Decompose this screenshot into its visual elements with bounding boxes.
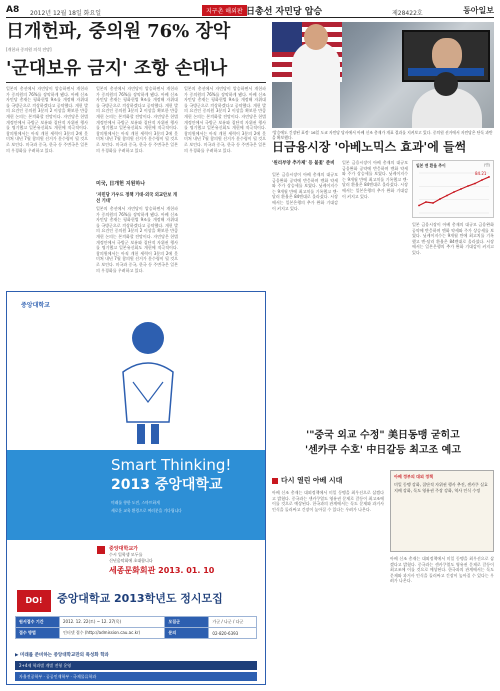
ad-slogan-line2: 2013 중앙대학교 — [111, 477, 223, 493]
chart-point — [446, 195, 448, 197]
news-photo — [272, 22, 494, 128]
page-header — [6, 4, 494, 18]
chart-point — [488, 176, 490, 178]
table-cell: 인터넷 접수 (http://admission.cau.ac.kr) — [60, 628, 165, 639]
person-seated-image — [412, 88, 482, 128]
sidebox-body: 미일 동맹 강화, 집단적 자위권 행사 추진, 센카쿠 실효지배 강화, 독도 영유권 주장 강화, 역사 인식 수정 — [394, 482, 488, 493]
sidebox-title: 아베 정부의 대외 정책 — [394, 474, 433, 479]
ad-do-logo: DO! — [17, 590, 51, 612]
story1-subhead: 미국, 日개헌 지원하나 — [96, 181, 146, 187]
story3-headline-line2: '센카쿠 수호' 中日갈등 최고조 예고 — [305, 445, 461, 456]
chart-unit: (엔) — [483, 163, 490, 167]
table-cell: 문의 — [165, 628, 209, 639]
story2-subhead: '원리부양 추가제' 등 불꽃' 준비 — [272, 161, 335, 166]
newspaper-logo: 동아일보 — [463, 6, 494, 15]
story3-headline — [272, 428, 494, 458]
chart-point — [453, 191, 455, 193]
ad-exam-title: 중앙대학교 2013학년도 정시모집 — [57, 592, 223, 605]
ad-blue-panel — [7, 450, 265, 540]
headline-kicker: [개헌파 중의원 의석 전망] — [6, 47, 52, 52]
story3-label-box — [272, 470, 392, 486]
yen-chart — [412, 160, 494, 218]
ad-small-text2: 새로운 교육 환경으로 여러분을 기다립니다 — [111, 508, 182, 513]
story1-body-col2: 일본의 총선에서 자민당이 압승하면서 개헌파가 중의원의 76%를 장악하게 됐다. 아베 신조 자민당 총재는 평화헌법 9조를 개정해 자위대를 국방군으로 격상하겠다고 공약했다. 개헌 발의 요건인 중의원 3분의 2 이상을 확보한 만큼 개헌 논의는 본격화할 전망이다. 자민당은 헌법 개정안에서 국방군 보유와 집단적 자위권 행사를 명기했고 일본유신회도 개헌에 적극적이다. 참의원에서는 아직 개헌 세력이 3분의 2에 못 미쳐 내년 7월 참의원 선거가 분수령이 될 것으로 보인다. 미국과 중국, 한국 등 주변국은 일본의 우경화를 우려하고 있다. — [96, 86, 178, 153]
ad-bar2: 자율전공학부 · 공공인재학부 · 국제물류학과 — [15, 672, 257, 681]
red-square-icon — [272, 478, 278, 484]
main-headline-line1: 日개헌파, 중의원 76% 장악 — [6, 21, 231, 42]
ad-brand: 중앙대학교 — [21, 302, 50, 309]
ad-small-text1: 미래를 향한 도전, 스마트하게 — [111, 500, 160, 505]
issue-number: 제28422호 — [392, 10, 423, 17]
ad-concert-line2: 수시 입학생 모두를 — [109, 552, 143, 557]
story2-body-col2: 일본 금융시장이 아베 총재의 대규모 금융완화 공약에 반응하며 엔화 약세와 주가 상승세를 보였다. 닛케이지수는 9개월 만에 최고치를 기록했고 엔-달러 환율은 84엔대로 올라섰다. 시장에서는 일본은행의 추가 완화 기대감이 커지고 있다. — [342, 160, 408, 199]
table-cell: 2012. 12. 22(토) ~ 12. 27(목) — [60, 617, 165, 628]
ad-info-table — [15, 616, 257, 639]
table-row — [16, 628, 257, 639]
story1-body-col3: 일본의 총선에서 자민당이 압승하면서 개헌파가 중의원의 76%를 장악하게 됐다. 아베 신조 자민당 총재는 평화헌법 9조를 개정해 자위대를 국방군으로 격상하겠다고 공약했다. 개헌 발의 요건인 중의원 3분의 2 이상을 확보한 만큼 개헌 논의는 본격화할 전망이다. 자민당은 헌법 개정안에서 국방군 보유와 집단적 자위권 행사를 명기했고 일본유신회도 개헌에 적극적이다. 참의원에서는 아직 개헌 세력이 3분의 2에 못 미쳐 내년 7월 참의원 선거가 분수령이 될 것으로 보인다. 미국과 중국, 한국 등 주변국은 일본의 우경화를 우려하고 있다. — [184, 86, 266, 153]
story2-headline: 日금융시장 '아베노믹스 효과'에 들썩 — [272, 140, 467, 154]
photo-caption: '압승에도 긴장된 표정' 16일 도쿄 자민당 당사에서 아베 신조 총재가 개표 결과를 지켜보고 있다. 중의원 선거에서 자민당은 단독 과반을 확보했다. — [272, 130, 493, 140]
ad-note: ▶ 미래를 준비하는 중앙대학교만의 특성화 학과 — [15, 653, 109, 658]
chart-point — [425, 201, 427, 203]
issue-date: 2012년 12월 18일 화요일 — [30, 10, 102, 17]
story1-body-col2b: 일본의 총선에서 자민당이 압승하면서 개헌파가 중의원의 76%를 장악하게 됐다. 아베 신조 자민당 총재는 평화헌법 9조를 개정해 자위대를 국방군으로 격상하겠다고 공약했다. 개헌 발의 요건인 중의원 3분의 2 이상을 확보한 만큼 개헌 논의는 본격화할 전망이다. 자민당은 헌법 개정안에서 국방군 보유와 집단적 자위권 행사를 명기했고 일본유신회도 개헌에 적극적이다. 참의원에서는 아직 개헌 세력이 3분의 2에 못 미쳐 내년 7월 참의원 선거가 분수령이 될 것으로 보인다. 미국과 중국, 한국 등 주변국은 일본의 우경화를 우려하고 있다. — [96, 206, 178, 273]
section-badge: 지구촌 해외판 — [202, 5, 247, 16]
ad-slogan-line1: Smart Thinking! — [111, 456, 232, 474]
chart-point — [474, 183, 476, 185]
chart-point — [481, 179, 483, 181]
chart-point — [418, 205, 420, 207]
ad-concert-line4: 세종문화회관 2013. 01. 10 — [109, 566, 215, 575]
story2-body-col3: 일본 금융시장이 아베 총재의 대규모 금융완화 공약에 반응하며 엔화 약세와 주가 상승세를 보였다. 닛케이지수는 9개월 만에 최고치를 기록했고 엔-달러 환율은 84엔대로 올라섰다. 시장에서는 일본은행의 추가 완화 기대감이 커지고 있다. — [412, 222, 494, 255]
person-standing-image — [292, 42, 340, 128]
section-title: 日총선 자민당 압승 — [246, 7, 323, 17]
chart-data-label: 84.21 — [475, 170, 487, 176]
chart-point — [432, 202, 434, 204]
chart-point — [467, 185, 469, 187]
story3-label: 다시 열린 아베 시대 — [281, 476, 343, 485]
story3-body-col1: 아베 신조 총재는 대외정책에서 미일 동맹을 최우선으로 삼겠다고 밝혔다. 중국과는 센카쿠열도 영유권 문제로 갈등이 최고조에 이를 것으로 예상된다. 한국과의 관계에서는 독도 문제와 과거사 인식을 둘러싸고 긴장이 높아질 수 있다는 우려가 나온다. — [272, 490, 384, 512]
table-row — [16, 617, 257, 628]
chart-title: 일본 엔 환율 추이 — [416, 163, 446, 168]
ad-concert-panel — [7, 540, 265, 586]
table-cell: 가군 / 나군 / 다군 — [209, 617, 257, 628]
story1-body-col1: 일본의 총선에서 자민당이 압승하면서 개헌파가 중의원의 76%를 장악하게 됐다. 아베 신조 자민당 총재는 평화헌법 9조를 개정해 자위대를 국방군으로 격상하겠다고 공약했다. 개헌 발의 요건인 중의원 3분의 2 이상을 확보한 만큼 개헌 논의는 본격화할 전망이다. 자민당은 헌법 개정안에서 국방군 보유와 집단적 자위권 행사를 명기했고 일본유신회도 개헌에 적극적이다. 참의원에서는 아직 개헌 세력이 3분의 2에 못 미쳐 내년 7월 참의원 선거가 분수령이 될 것으로 보인다. 미국과 중국, 한국 등 주변국은 일본의 우경화를 우려하고 있다. — [6, 86, 88, 153]
ad-illustration — [93, 312, 203, 446]
story1-subhead2: '자민당 가우드 정책 기대·외국 외교안보 개선 기대' — [96, 193, 177, 204]
main-headline-line2: '군대보유 금지' 조항 손대나 — [6, 58, 228, 79]
ad-concert-line1: 중앙대학교가 — [109, 546, 138, 552]
ad-concert-line3: 신년음악회에 초대합니다 — [109, 558, 153, 563]
chart-point — [439, 198, 441, 200]
chart-point — [460, 188, 462, 190]
table-cell: 원서접수 기간 — [16, 617, 60, 628]
table-cell: 02-820-6393 — [209, 628, 257, 639]
page-number: A8 — [6, 5, 20, 15]
story3-headline-line1: '"중국 외교 수정" 美日동맹 굳히고 — [306, 430, 460, 441]
ad-bar1: 2+4제 학과별 개별 전형 운영 — [15, 661, 257, 670]
chart-plot — [413, 161, 495, 219]
story2-body-col1: 일본 금융시장이 아베 총재의 대규모 금융완화 공약에 반응하며 엔화 약세와 주가 상승세를 보였다. 닛케이지수는 9개월 만에 최고치를 기록했고 엔-달러 환율은 84엔대로 올라섰다. 시장에서는 일본은행의 추가 완화 기대감이 커지고 있다. — [272, 172, 338, 211]
story3-sidebox — [390, 470, 494, 552]
university-ad — [6, 291, 266, 685]
red-square-icon — [97, 546, 105, 554]
table-cell: 모집군 — [165, 617, 209, 628]
story3-body-col2: 아베 신조 총재는 대외정책에서 미일 동맹을 최우선으로 삼겠다고 밝혔다. 중국과는 센카쿠열도 영유권 문제로 갈등이 최고조에 이를 것으로 예상된다. 한국과의 관계에서는 독도 문제와 과거사 인식을 둘러싸고 긴장이 높아질 수 있다는 우려가 나온다. — [390, 556, 494, 584]
divider — [6, 82, 266, 83]
table-cell: 접수 방법 — [16, 628, 60, 639]
